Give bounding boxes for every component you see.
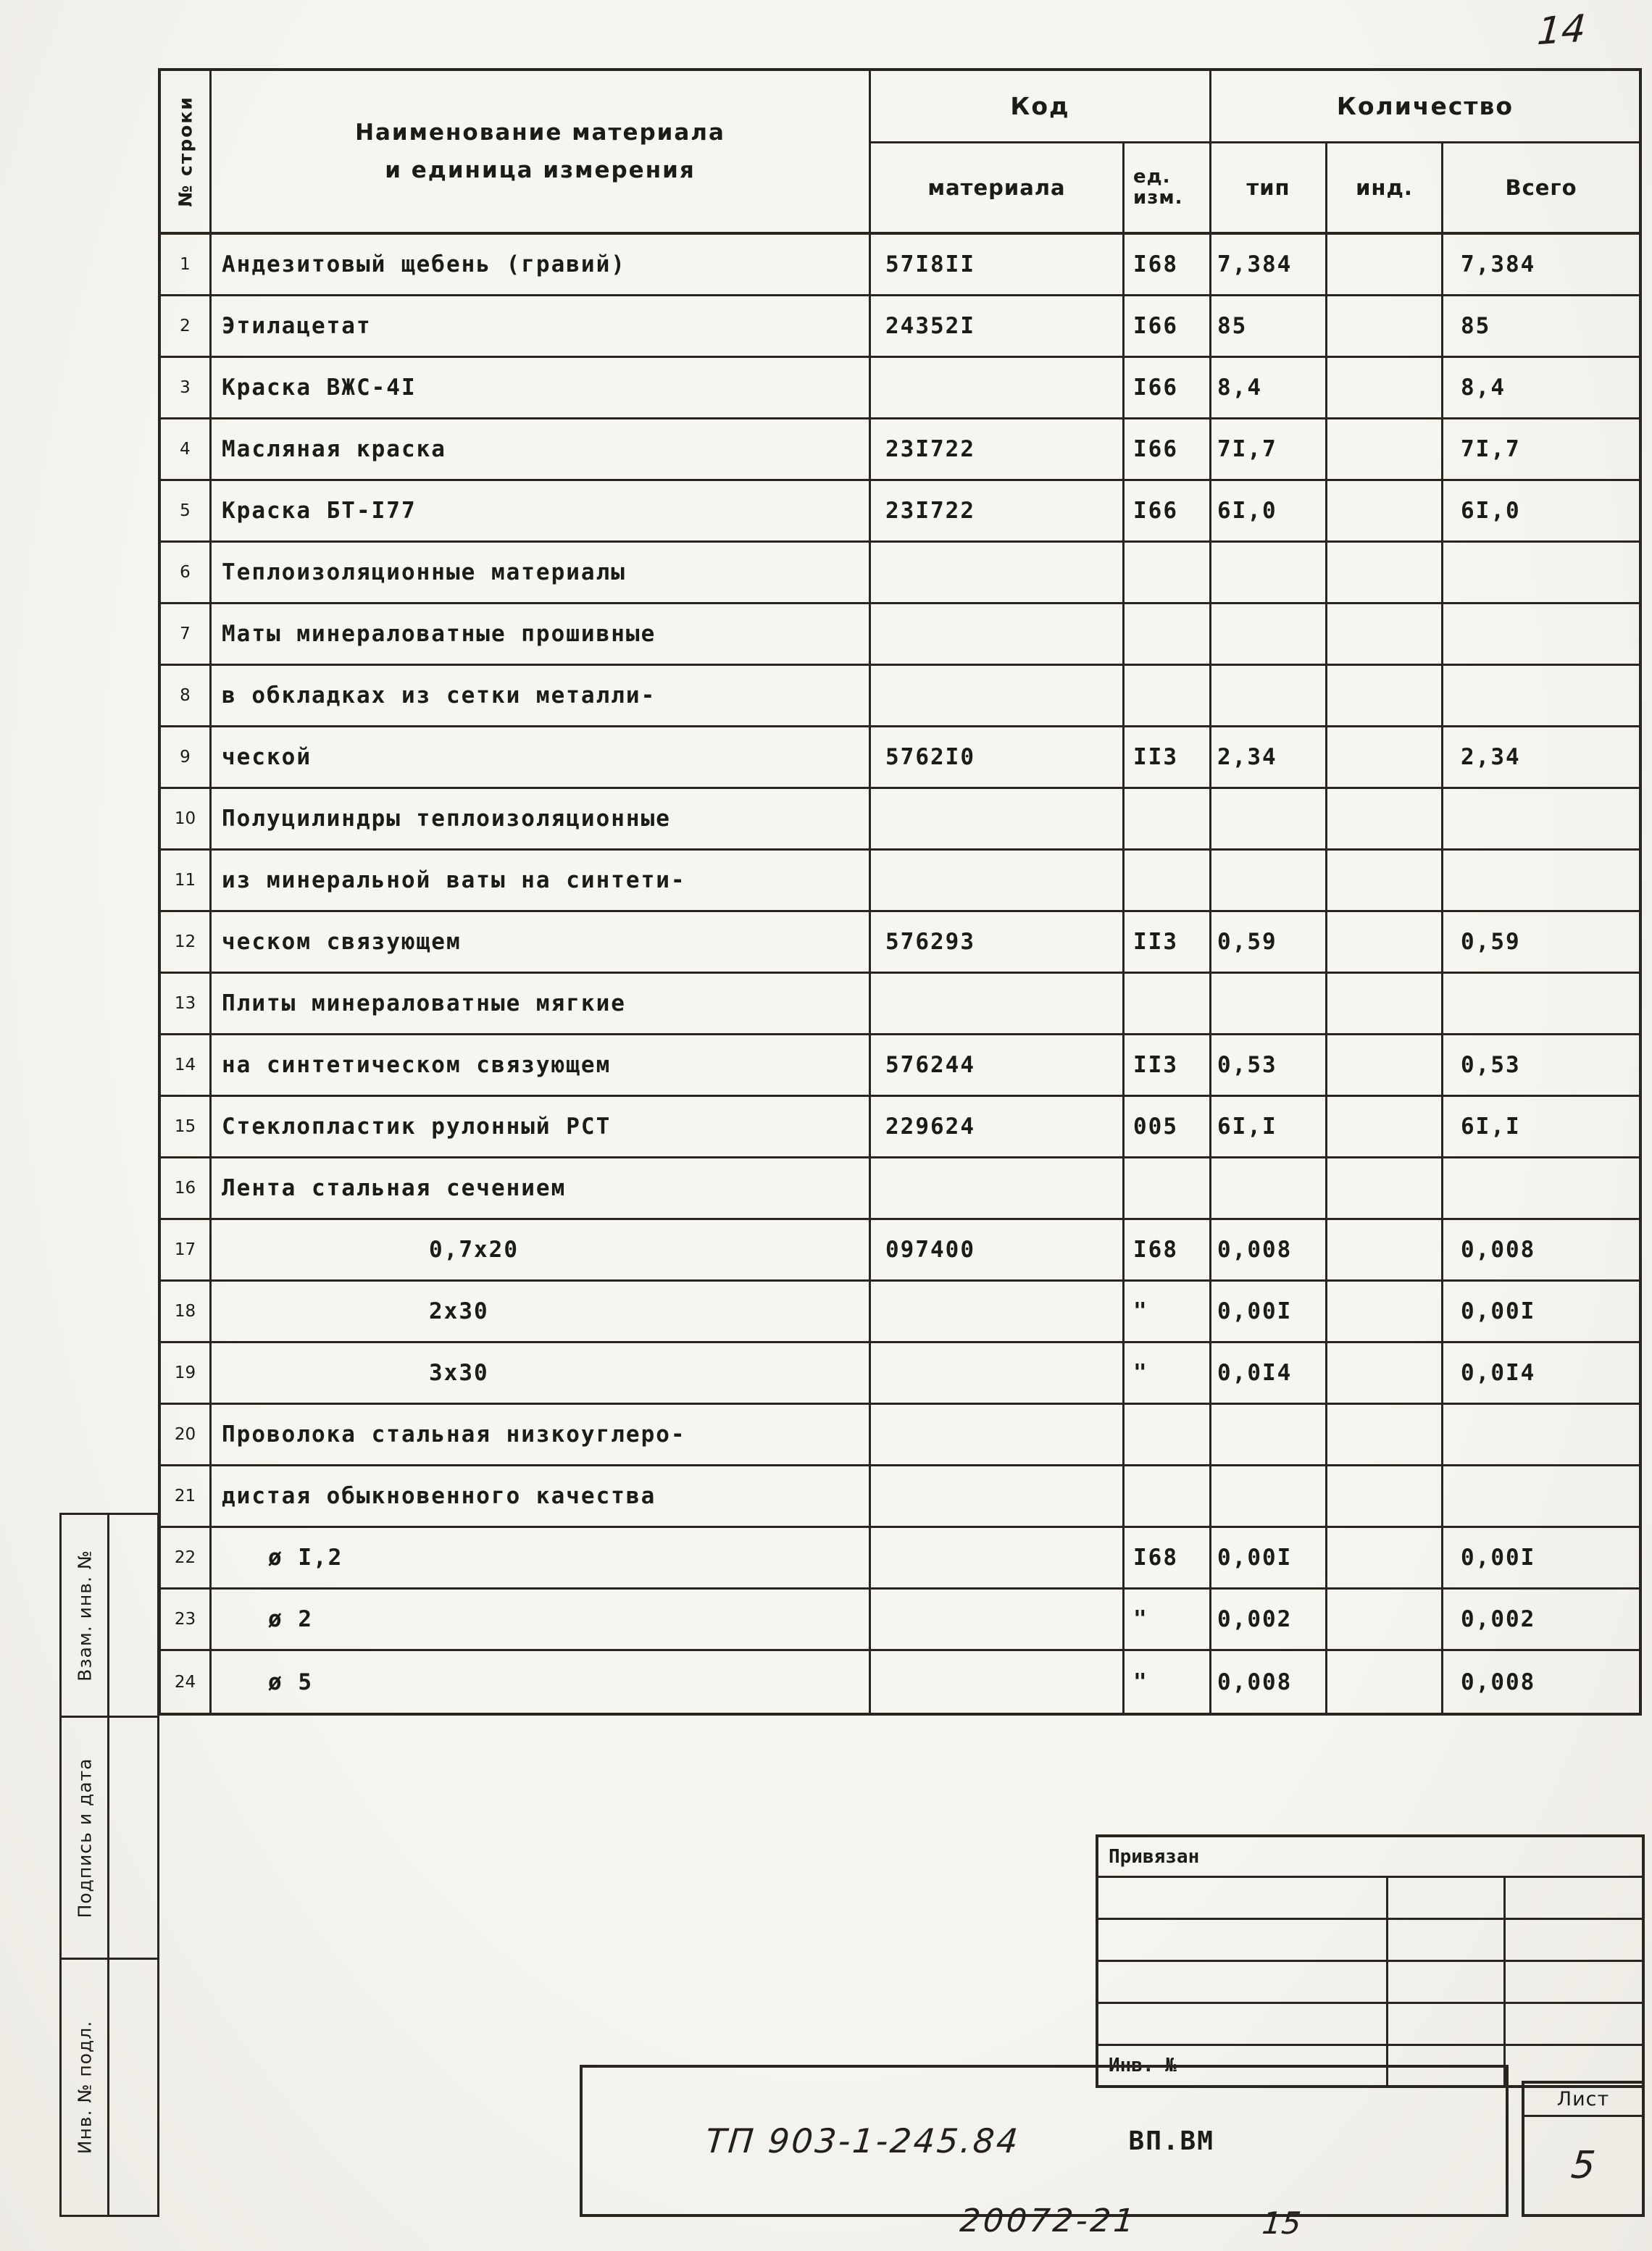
qty-ind-cell [1327, 419, 1443, 479]
margin-empty-cell [109, 1515, 157, 1716]
material-code-cell: 097400 [871, 1220, 1125, 1279]
qty-tip-cell: 6I,0 [1211, 481, 1327, 540]
margin-empty-cell [109, 1718, 157, 1958]
title-block-cell [1506, 1878, 1642, 1918]
qty-total-cell: 7,384 [1461, 251, 1536, 277]
qty-total-cell: 0,00I [1461, 1545, 1536, 1571]
sheet-number-handwritten: 5 [1569, 2144, 1598, 2187]
unit-code-cell: I68 [1125, 1528, 1211, 1587]
unit-code-cell [1125, 604, 1211, 664]
unit-code-cell [1125, 543, 1211, 602]
unit-code-cell: 005 [1125, 1097, 1211, 1156]
qty-tip-cell [1211, 851, 1327, 910]
qty-tip-cell [1211, 666, 1327, 725]
qty-total-cell: 85 [1461, 313, 1491, 339]
material-code-cell: 576244 [871, 1035, 1125, 1095]
material-name-cell: из минеральной ваты на синтети- [212, 851, 871, 910]
unit-code-cell: II3 [1125, 727, 1211, 787]
privyazan-label: Привязан [1109, 1845, 1200, 1868]
material-code-cell [871, 543, 1125, 602]
material-code-cell: 229624 [871, 1097, 1125, 1156]
margin-section [62, 1718, 157, 1960]
qty-tip-cell: 0,008 [1211, 1220, 1327, 1279]
table-row [161, 358, 1639, 419]
qty-total-cell: 0,59 [1461, 929, 1521, 955]
material-name-cell: Краска ВЖС-4I [212, 358, 871, 417]
table-row [161, 1651, 1639, 1713]
material-name-cell: Полуцилиндры теплоизоляционные [212, 789, 871, 848]
row-number-cell: 12 [161, 912, 212, 972]
sheet-label: Лист [1524, 2084, 1642, 2117]
qty-ind-cell [1327, 912, 1443, 972]
unit-code-cell: " [1125, 1343, 1211, 1403]
qty-ind-cell [1327, 851, 1443, 910]
title-block-cell [1506, 1920, 1642, 1960]
qty-total-cell [1443, 604, 1639, 664]
qty-tip-cell: 7,384 [1211, 235, 1327, 294]
title-block [1096, 1834, 1645, 2088]
header-quantity-label: Количество [1211, 71, 1639, 143]
unit-code-cell: II3 [1125, 1035, 1211, 1095]
table-row [161, 666, 1639, 727]
material-code-cell [871, 1282, 1125, 1341]
unit-code-cell: " [1125, 1651, 1211, 1713]
header-qty-total: Всего [1505, 175, 1577, 200]
qty-ind-cell [1327, 1282, 1443, 1341]
material-name-cell: Маты минераловатные прошивные [212, 604, 871, 664]
material-code-cell: 576293 [871, 912, 1125, 972]
table-row [161, 604, 1639, 666]
materials-table [158, 68, 1642, 1716]
table-row [161, 543, 1639, 604]
qty-ind-cell [1327, 235, 1443, 294]
title-block-cell [1388, 2004, 1506, 2044]
qty-tip-cell [1211, 604, 1327, 664]
unit-code-cell [1125, 1405, 1211, 1464]
row-number-cell: 22 [161, 1528, 212, 1587]
row-number-cell: 19 [161, 1343, 212, 1403]
doc-type-label: ВП.ВМ [1128, 2126, 1214, 2156]
table-row [161, 1405, 1639, 1466]
row-number-cell: 2 [161, 296, 212, 356]
title-block-cell [1388, 1878, 1506, 1918]
table-row [161, 1097, 1639, 1158]
unit-code-cell: I68 [1125, 1220, 1211, 1279]
row-number-cell: 16 [161, 1158, 212, 1218]
margin-label-cell [62, 1960, 109, 2215]
unit-code-cell: I66 [1125, 358, 1211, 417]
material-name-cell: Лента стальная сечением [212, 1158, 871, 1218]
title-block-cell [1506, 2046, 1642, 2085]
left-margin-frame [59, 1513, 159, 2217]
material-code-cell: 23I722 [871, 481, 1125, 540]
margin-empty-cell [109, 1960, 157, 2215]
qty-tip-cell [1211, 543, 1327, 602]
header-quantity-group [1211, 71, 1639, 232]
qty-ind-cell [1327, 1590, 1443, 1649]
qty-tip-cell: 0,008 [1211, 1651, 1327, 1713]
table-row [161, 727, 1639, 789]
table-row [161, 974, 1639, 1035]
row-number-cell: 4 [161, 419, 212, 479]
table-body [161, 235, 1639, 1713]
row-number-cell: 10 [161, 789, 212, 848]
title-block-cell [1388, 1962, 1506, 2002]
material-name-cell: 0,7х20 [212, 1220, 871, 1279]
row-number-cell: 21 [161, 1466, 212, 1526]
material-code-cell: 24352I [871, 296, 1125, 356]
qty-ind-cell [1327, 1158, 1443, 1218]
material-name-cell: Масляная краска [212, 419, 871, 479]
row-number-cell: 15 [161, 1097, 212, 1156]
unit-code-cell [1125, 851, 1211, 910]
qty-total-cell: 0,00I [1461, 1298, 1536, 1324]
qty-tip-cell: 0,002 [1211, 1590, 1327, 1649]
margin-label-cell [62, 1515, 109, 1716]
material-code-cell [871, 1158, 1125, 1218]
title-block-cell [1506, 2004, 1642, 2044]
margin-section [62, 1960, 157, 2215]
title-block-cell [1098, 2004, 1388, 2044]
material-name-cell: Этилацетат [212, 296, 871, 356]
table-row [161, 1282, 1639, 1343]
qty-tip-cell: 0,0I4 [1211, 1343, 1327, 1403]
footer-number-handwritten: 15 [1260, 2205, 1303, 2241]
qty-ind-cell [1327, 1405, 1443, 1464]
table-row [161, 1158, 1639, 1220]
qty-tip-cell [1211, 789, 1327, 848]
unit-code-cell: I66 [1125, 296, 1211, 356]
table-row [161, 1528, 1639, 1590]
header-unit-line2: изм. [1133, 187, 1183, 209]
unit-code-cell [1125, 789, 1211, 848]
qty-total-cell [1443, 1405, 1639, 1464]
material-code-cell [871, 1590, 1125, 1649]
qty-total-cell [1443, 1158, 1639, 1218]
qty-ind-cell [1327, 974, 1443, 1033]
document-stamp [580, 2065, 1509, 2217]
table-row [161, 1590, 1639, 1651]
table-row [161, 1035, 1639, 1097]
row-number-cell: 11 [161, 851, 212, 910]
row-number-cell: 17 [161, 1220, 212, 1279]
qty-ind-cell [1327, 727, 1443, 787]
row-number-cell: 23 [161, 1590, 212, 1649]
material-code-cell [871, 974, 1125, 1033]
material-name-cell: ø I,2 [212, 1528, 871, 1587]
qty-tip-cell: 8,4 [1211, 358, 1327, 417]
table-header [161, 71, 1639, 235]
table-row [161, 912, 1639, 974]
material-name-cell: дистая обыкновенного качества [212, 1466, 871, 1526]
qty-ind-cell [1327, 481, 1443, 540]
material-code-cell: 23I722 [871, 419, 1125, 479]
qty-tip-cell: 2,34 [1211, 727, 1327, 787]
qty-tip-cell: 0,59 [1211, 912, 1327, 972]
unit-code-cell [1125, 666, 1211, 725]
title-block-cell [1388, 1920, 1506, 1960]
unit-code-cell [1125, 1466, 1211, 1526]
doc-code-handwritten: ТП 903-1-245.84 [704, 2121, 1022, 2160]
qty-total-cell: 2,34 [1461, 744, 1521, 770]
material-name-cell: ческой [212, 727, 871, 787]
qty-total-cell: 7I,7 [1461, 436, 1521, 462]
table-row [161, 296, 1639, 358]
row-number-cell: 5 [161, 481, 212, 540]
unit-code-cell: " [1125, 1590, 1211, 1649]
qty-ind-cell [1327, 604, 1443, 664]
row-number-cell: 13 [161, 974, 212, 1033]
material-name-cell: ø 2 [212, 1590, 871, 1649]
unit-code-cell [1125, 974, 1211, 1033]
unit-code-cell: " [1125, 1282, 1211, 1341]
qty-ind-cell [1327, 1528, 1443, 1587]
margin-label-inv-podl: Инв. № подл. [74, 2020, 95, 2155]
material-code-cell [871, 358, 1125, 417]
material-name-cell: Стеклопластик рулонный РСТ [212, 1097, 871, 1156]
header-qty-ind: инд. [1327, 143, 1443, 232]
sheet-number-box [1522, 2081, 1645, 2217]
material-name-cell: 3х30 [212, 1343, 871, 1403]
unit-code-cell [1125, 1158, 1211, 1218]
row-number-cell: 20 [161, 1405, 212, 1464]
table-row [161, 419, 1639, 481]
header-code-material: материала [871, 143, 1125, 232]
qty-total-cell: 0,0I4 [1461, 1360, 1536, 1386]
qty-ind-cell [1327, 1343, 1443, 1403]
unit-code-cell: I68 [1125, 235, 1211, 294]
qty-tip-cell: 85 [1211, 296, 1327, 356]
qty-tip-cell [1211, 1405, 1327, 1464]
qty-ind-cell [1327, 1220, 1443, 1279]
qty-tip-cell [1211, 1466, 1327, 1526]
unit-code-cell: I66 [1125, 481, 1211, 540]
title-block-cell [1098, 1878, 1388, 1918]
title-block-cell [1098, 1920, 1388, 1960]
material-name-cell: Теплоизоляционные материалы [212, 543, 871, 602]
table-row [161, 235, 1639, 296]
qty-ind-cell [1327, 1035, 1443, 1095]
privyazan-row [1098, 1837, 1642, 1878]
header-code-group [871, 71, 1211, 232]
header-qty-tip: тип [1211, 143, 1327, 232]
qty-tip-cell [1211, 974, 1327, 1033]
material-code-cell [871, 789, 1125, 848]
material-code-cell: 5762I0 [871, 727, 1125, 787]
qty-ind-cell [1327, 358, 1443, 417]
qty-total-cell [1443, 789, 1639, 848]
qty-total-cell [1443, 543, 1639, 602]
qty-ind-cell [1327, 789, 1443, 848]
qty-ind-cell [1327, 1466, 1443, 1526]
material-code-cell: 57I8II [871, 235, 1125, 294]
qty-total-cell: 0,53 [1461, 1052, 1521, 1078]
material-name-cell: на синтетическом связующем [212, 1035, 871, 1095]
qty-ind-cell [1327, 543, 1443, 602]
material-code-cell [871, 666, 1125, 725]
qty-total-cell: 8,4 [1461, 375, 1506, 401]
material-name-cell: Краска БТ-I77 [212, 481, 871, 540]
material-code-cell [871, 604, 1125, 664]
qty-total-cell [1443, 851, 1639, 910]
qty-total-cell: 0,008 [1461, 1669, 1536, 1695]
row-number-cell: 7 [161, 604, 212, 664]
material-name-cell: Андезитовый щебень (гравий) [212, 235, 871, 294]
header-material-name [212, 71, 871, 232]
table-row [161, 789, 1639, 851]
qty-total-cell: 0,002 [1461, 1606, 1536, 1632]
qty-total-cell [1443, 1466, 1639, 1526]
qty-total-cell: 6I,I [1461, 1114, 1521, 1140]
header-row-number-label: № строки [175, 96, 196, 207]
footer-code-handwritten: 20072-21 [958, 2202, 1139, 2239]
qty-total-cell [1443, 666, 1639, 725]
table-row [161, 1466, 1639, 1528]
row-number-cell: 8 [161, 666, 212, 725]
title-block-grid [1098, 1878, 1642, 2046]
row-number-cell: 24 [161, 1651, 212, 1713]
row-number-cell: 3 [161, 358, 212, 417]
qty-total-cell [1443, 974, 1639, 1033]
material-code-cell [871, 1405, 1125, 1464]
header-row-number-column [161, 71, 212, 232]
row-number-cell: 18 [161, 1282, 212, 1341]
table-row [161, 1343, 1639, 1405]
material-name-cell: в обкладках из сетки металли- [212, 666, 871, 725]
title-block-cell [1506, 1962, 1642, 2002]
material-name-cell: ческом связующем [212, 912, 871, 972]
qty-ind-cell [1327, 1097, 1443, 1156]
header-unit-line1: ед. [1133, 165, 1171, 188]
material-code-cell [871, 1343, 1125, 1403]
qty-tip-cell: 7I,7 [1211, 419, 1327, 479]
title-block-cell [1098, 1962, 1388, 2002]
table-row [161, 1220, 1639, 1282]
unit-code-cell: I66 [1125, 419, 1211, 479]
material-code-cell [871, 851, 1125, 910]
table-row [161, 851, 1639, 912]
margin-label-podpis-data: Подпись и дата [74, 1757, 95, 1918]
material-name-cell: ø 5 [212, 1651, 871, 1713]
material-name-cell: Плиты минераловатные мягкие [212, 974, 871, 1033]
row-number-cell: 1 [161, 235, 212, 294]
material-name-cell: Проволока стальная низкоуглеро- [212, 1405, 871, 1464]
header-code-group-label: Код [871, 71, 1209, 143]
qty-tip-cell: 0,53 [1211, 1035, 1327, 1095]
unit-code-cell: II3 [1125, 912, 1211, 972]
material-code-cell [871, 1528, 1125, 1587]
qty-tip-cell: 6I,I [1211, 1097, 1327, 1156]
inv-no-label: Инв. № [1098, 2046, 1388, 2085]
qty-total-cell: 6I,0 [1461, 498, 1521, 524]
row-number-cell: 6 [161, 543, 212, 602]
table-row [161, 481, 1639, 543]
qty-tip-cell: 0,00I [1211, 1528, 1327, 1587]
header-material-name-line2: и единица измерения [385, 157, 696, 183]
margin-label-vzam-inv: Взам. инв. № [74, 1549, 95, 1682]
header-unit [1125, 143, 1211, 232]
page-number-handwritten: 14 [1535, 7, 1588, 54]
qty-total-cell: 0,008 [1461, 1237, 1536, 1263]
row-number-cell: 14 [161, 1035, 212, 1095]
row-number-cell: 9 [161, 727, 212, 787]
margin-section [62, 1515, 157, 1718]
qty-tip-cell: 0,00I [1211, 1282, 1327, 1341]
qty-ind-cell [1327, 666, 1443, 725]
qty-ind-cell [1327, 1651, 1443, 1713]
qty-tip-cell [1211, 1158, 1327, 1218]
material-code-cell [871, 1651, 1125, 1713]
qty-ind-cell [1327, 296, 1443, 356]
material-code-cell [871, 1466, 1125, 1526]
material-name-cell: 2х30 [212, 1282, 871, 1341]
margin-label-cell [62, 1718, 109, 1958]
header-material-name-line1: Наименование материала [355, 120, 725, 146]
